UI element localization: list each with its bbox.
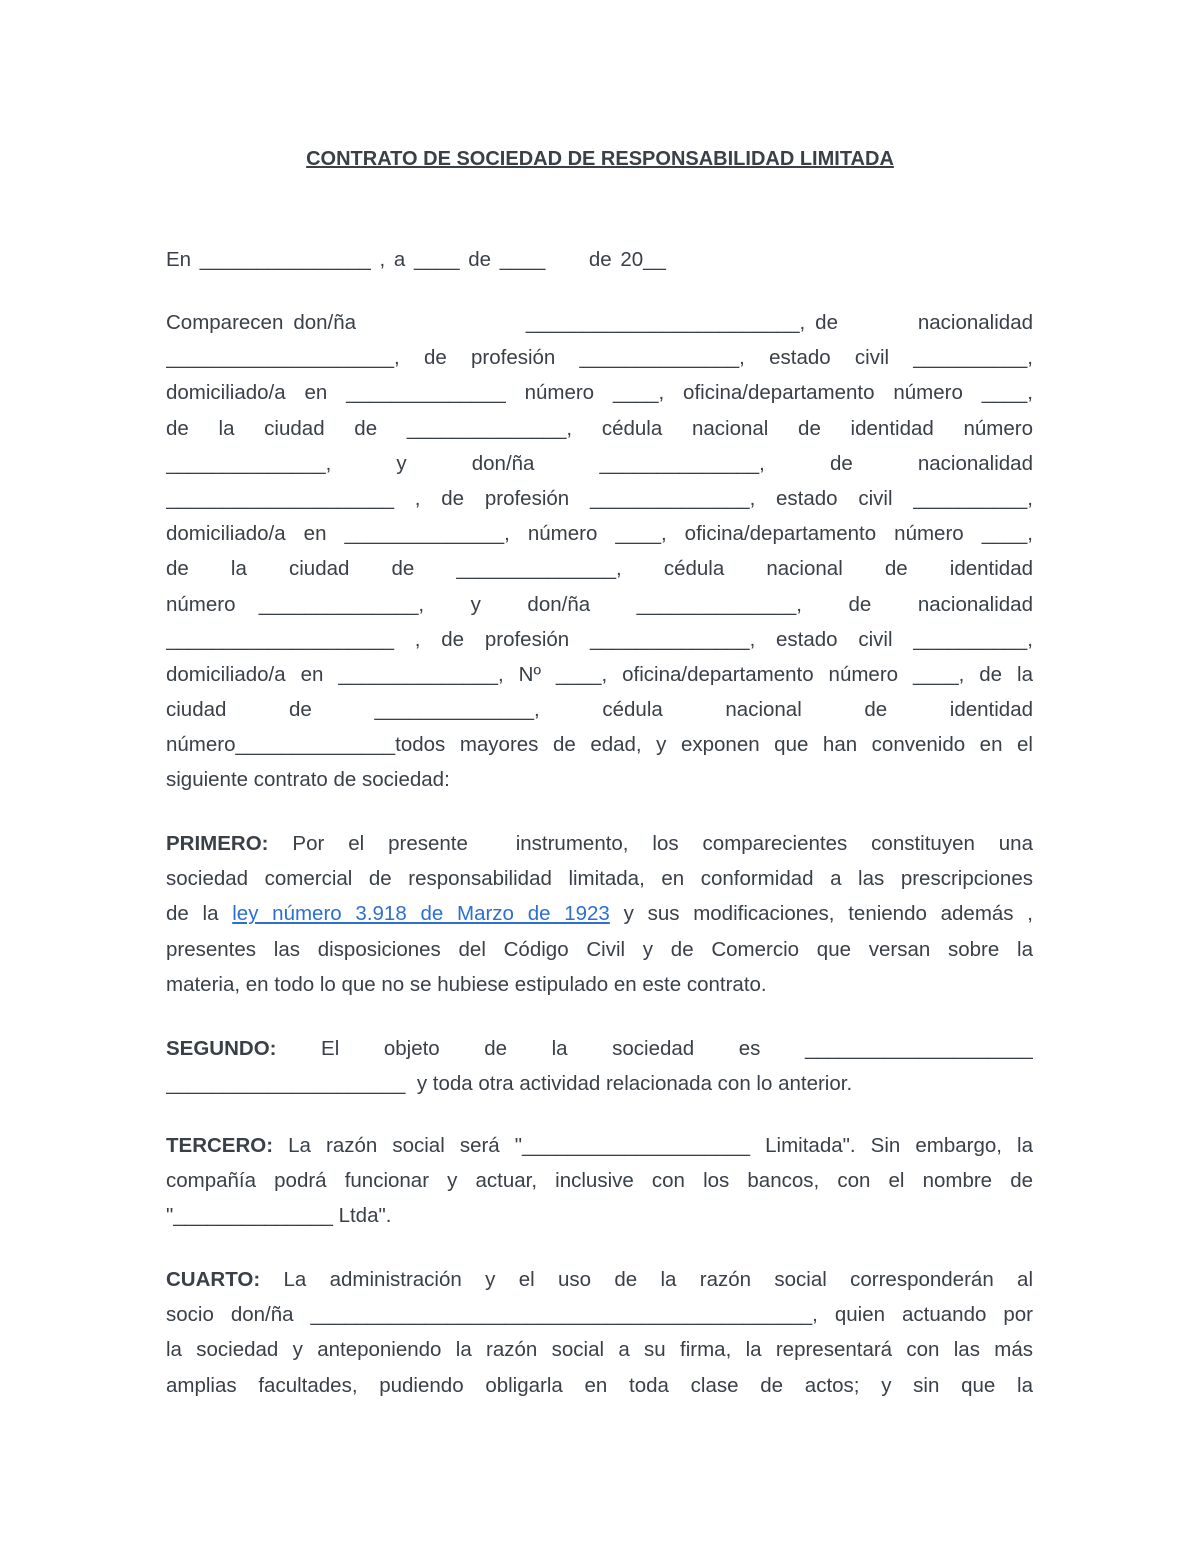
date-line-text: En _______________ , a ____ de ____ de 20__ — [166, 248, 666, 271]
clause-line: "______________ Ltda". — [166, 1204, 392, 1228]
clause-line — [166, 1262, 1033, 1297]
clause-text: La administración y el uso de la razón social corresponderán al — [260, 1268, 1033, 1291]
paragraph-line: de la ciudad de ______________, cédula nacional de identidad — [166, 557, 1033, 581]
clause-text: de la — [166, 902, 233, 926]
clause-line: socio don/ña ____________________________________________, quien actuando por — [166, 1303, 1033, 1327]
paragraph-line: domiciliado/a en ______________, número ____, oficina/departamento número ____, — [166, 522, 1033, 546]
clause-line: compañía podrá funcionar y actuar, inclusive con los bancos, con el nombre de — [166, 1169, 1033, 1193]
clause-primero — [166, 826, 1033, 1002]
clause-label-segundo: SEGUNDO: — [166, 1037, 277, 1060]
date-line — [166, 242, 1033, 277]
clause-label-cuarto: CUARTO: — [166, 1268, 261, 1291]
clause-line — [166, 1031, 1033, 1066]
clause-label-primero: PRIMERO: — [166, 832, 269, 855]
paragraph-line: siguiente contrato de sociedad: — [166, 768, 450, 792]
paragraph-line: ______________, y don/ña ______________, de nacionalidad — [166, 451, 1033, 475]
clause-line: _____________________ y toda otra actividad relacionada con lo anterior. — [166, 1072, 853, 1096]
clause-line — [166, 896, 1033, 931]
paragraph-line: ciudad de ______________, cédula nacional de identidad — [166, 698, 1033, 722]
paragraph-comparecientes — [166, 305, 1033, 798]
paragraph-line: número______________todos mayores de edad, y exponen que han convenido en el — [166, 733, 1033, 757]
clause-text: y sus modificaciones, teniendo además , — [609, 902, 1033, 926]
clause-tercero — [166, 1128, 1033, 1234]
law-link[interactable]: ley número 3.918 de Marzo de 1923 — [232, 902, 610, 926]
paragraph-line: ____________________, de profesión ______________, estado civil __________, — [166, 346, 1033, 370]
clause-line: la sociedad y anteponiendo la razón social a su firma, la representará con las más — [166, 1338, 1033, 1362]
paragraph-line: ____________________ , de profesión ______________, estado civil __________, — [166, 486, 1033, 510]
clause-text: La razón social será "____________________ Limitada". Sin embargo, la — [273, 1134, 1033, 1157]
paragraph-line: Comparecen don/ña ________________________, de nacionalidad — [166, 311, 1033, 334]
paragraph-line: domiciliado/a en ______________, Nº ____, oficina/departamento número ____, de la — [166, 662, 1033, 686]
clause-line — [166, 1128, 1033, 1163]
clause-label-tercero: TERCERO: — [166, 1134, 274, 1157]
paragraph-line: ____________________ , de profesión ______________, estado civil __________, — [166, 627, 1033, 651]
paragraph-line: de la ciudad de ______________, cédula nacional de identidad número — [166, 416, 1033, 440]
clause-cuarto — [166, 1262, 1033, 1403]
clause-line: amplias facultades, pudiendo obligarla en toda clase de actos; y sin que la — [166, 1373, 1033, 1397]
clause-line: sociedad comercial de responsabilidad limitada, en conformidad a las prescripciones — [166, 867, 1033, 891]
paragraph-line: domiciliado/a en ______________ número ____, oficina/departamento número ____, — [166, 381, 1033, 405]
clause-text: El objeto de la sociedad es ____________________ — [276, 1037, 1033, 1060]
clause-line: presentes las disposiciones del Código Civil y de Comercio que versan sobre la — [166, 937, 1033, 961]
clause-line — [166, 826, 1033, 861]
clause-line: materia, en todo lo que no se hubiese estipulado en este contrato. — [166, 972, 767, 996]
document-title: CONTRATO DE SOCIEDAD DE RESPONSABILIDAD LIMITADA — [306, 148, 894, 170]
clause-segundo — [166, 1031, 1033, 1101]
clause-text: Por el presente instrumento, los comparecientes constituyen una — [268, 832, 1033, 855]
paragraph-line: número ______________, y don/ña ______________, de nacionalidad — [166, 592, 1033, 616]
